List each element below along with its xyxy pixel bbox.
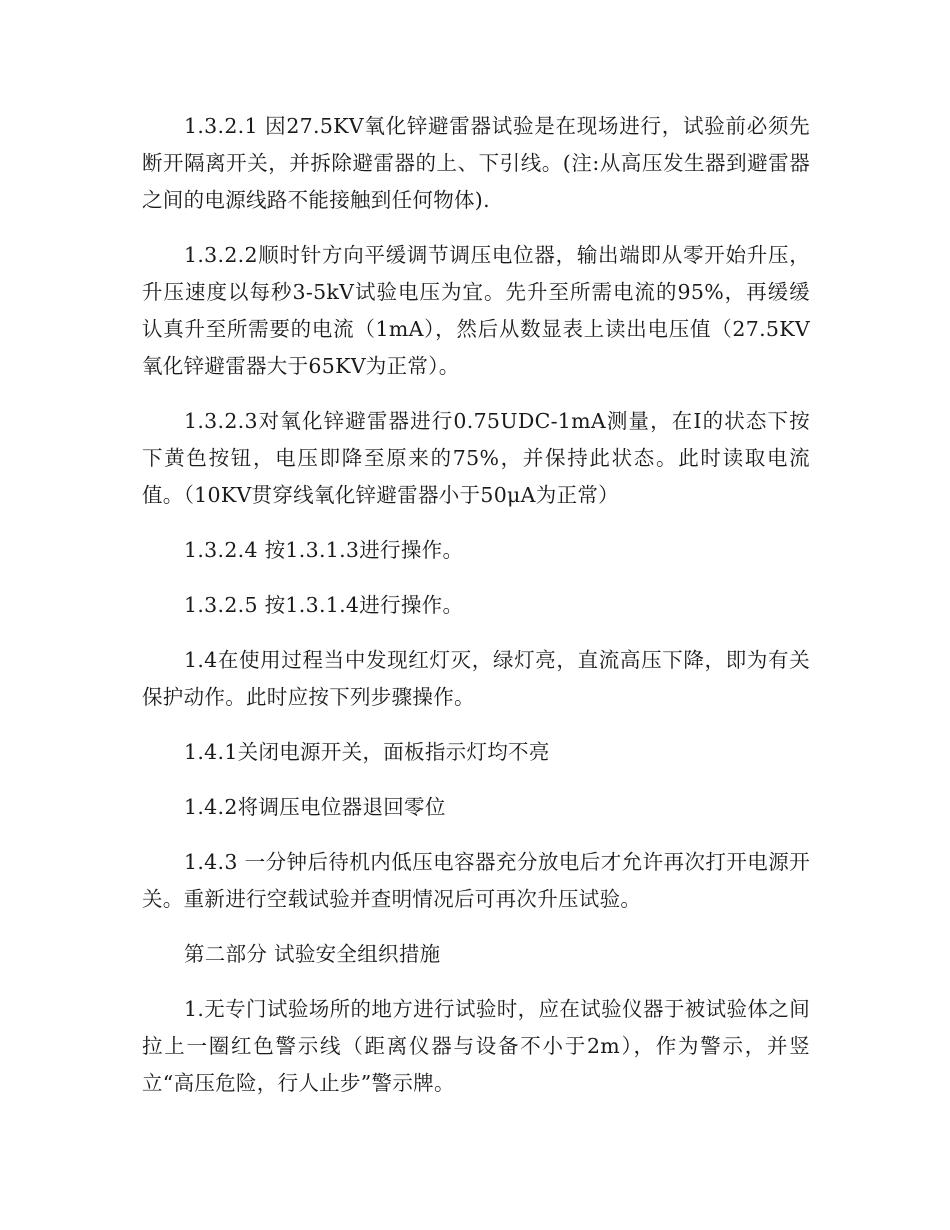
paragraph-1-3-2-1: 1.3.2.1 因27.5KV氧化锌避雷器试验是在现场进行，试验前必须先断开隔离开关，并拆除避雷器的上、下引线。(注:从高压发生器到避雷器之间的电源线路不能接触到任何物体). (142, 114, 810, 212)
paragraph-1-3-2-2: 1.3.2.2顺时针方向平缓调节调压电位器，输出端即从零开始升压，升压速度以每秒3-5kV试验电压为宜。先升至所需电流的95%，再缓缓认真升至所需要的电流（1mA），然后从数显表上读出电压值（27.5KV氧化锌避雷器大于65KV为正常）。 (142, 243, 810, 378)
paragraph-1-3-2-4: 1.3.2.4 按1.3.1.3进行操作。 (184, 538, 464, 562)
paragraph-1-4-2: 1.4.2将调压电位器退回零位 (184, 795, 446, 819)
paragraph-1-4: 1.4在使用过程当中发现红灯灭，绿灯亮，直流高压下降，即为有关保护动作。此时应按下列步骤操作。 (142, 648, 810, 709)
paragraph-1-3-2-3: 1.3.2.3对氧化锌避雷器进行0.75UDC-1mA测量，在Ⅰ的状态下按下黄色按钮，电压即降至原来的75%，并保持此状态。此时读取电流值。（10KV贯穿线氧化锌避雷器小于50μA为正常） (142, 409, 810, 507)
paragraph-1-4-3: 1.4.3 一分钟后待机内低压电容器充分放电后才允许再次打开电源开关。重新进行空载试验并查明情况后可再次升压试验。 (142, 850, 810, 911)
paragraph-1-3-2-5: 1.3.2.5 按1.3.1.4进行操作。 (184, 593, 464, 617)
section-heading-part-two: 第二部分 试验安全组织措施 (184, 942, 441, 966)
document-body (142, 108, 810, 1120)
paragraph-safety-1: 1.无专门试验场所的地方进行试验时，应在试验仪器于被试验体之间拉上一圈红色警示线（距离仪器与设备不小于2m），作为警示，并竖立“高压危险，行人止步”警示牌。 (142, 997, 810, 1095)
paragraph-1-4-1: 1.4.1关闭电源开关，面板指示灯均不亮 (184, 740, 550, 764)
